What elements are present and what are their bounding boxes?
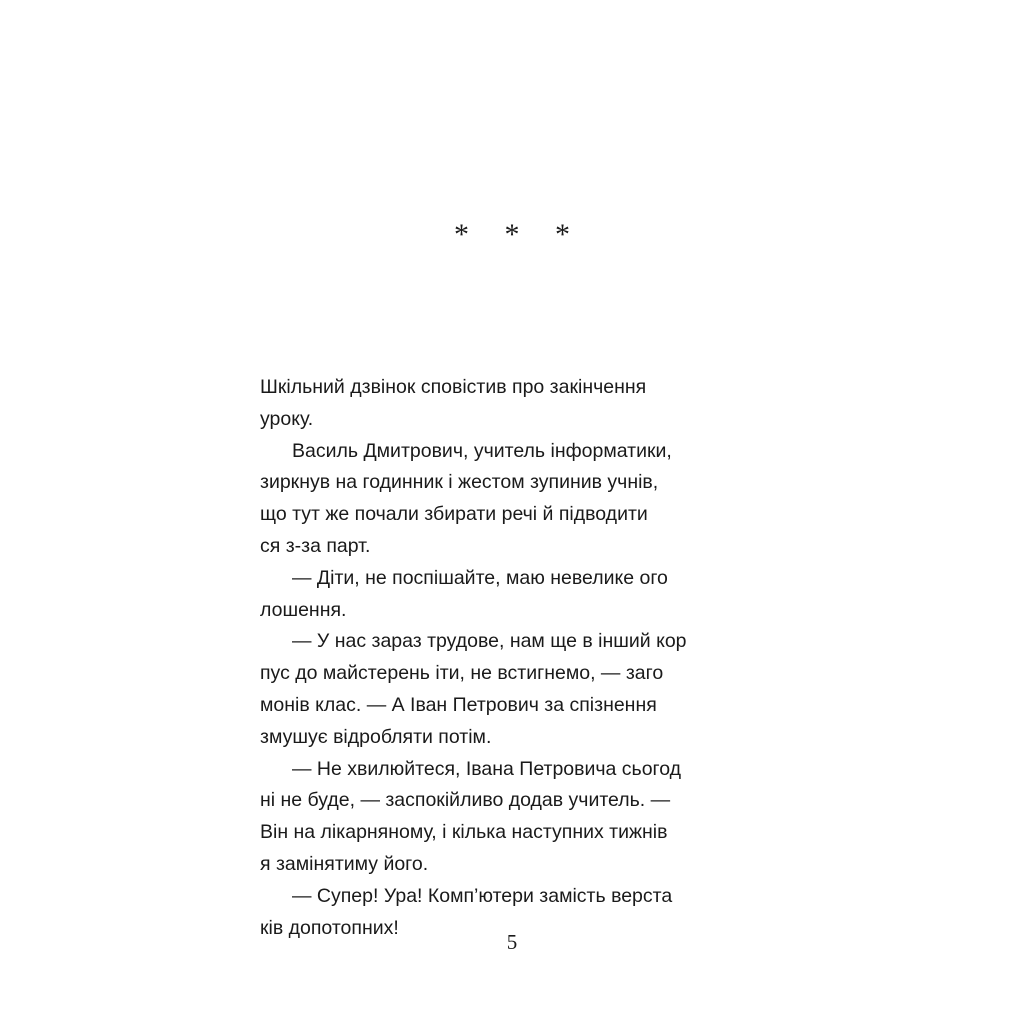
text-line: що тут же почали збирати речі й підводити	[260, 503, 648, 526]
text-line: — Не хвилюйтеся, Івана Петровича сьогод	[292, 757, 682, 780]
text-line: я замінятиму його.	[260, 852, 429, 875]
text-line: — У нас зараз трудове, нам ще в інший кор	[292, 630, 687, 653]
text-line: змушує відробляти потім.	[260, 725, 492, 748]
text-line: — Діти, не поспішайте, маю невелике ого	[292, 566, 668, 589]
text-line: зиркнув на годинник і жестом зупинив учнів,	[260, 471, 659, 494]
text-line: Василь Дмитрович, учитель інформатики,	[292, 439, 672, 462]
section-separator: * * *	[454, 218, 584, 251]
text-line: Він на лікарняному, і кілька наступних тижнів	[260, 821, 668, 844]
text-line: — Супер! Ура! Комп’ютери замість верста	[292, 884, 673, 907]
text-line: Шкільний дзвінок сповістив про закінчення	[260, 376, 647, 398]
text-line: ся з-за парт.	[260, 534, 371, 557]
text-line: ків допотопних!	[260, 916, 399, 939]
text-line: уроку.	[260, 407, 314, 430]
page-number: 5	[506, 930, 518, 954]
text-line: монів клас. — А Іван Петрович за спізнення	[260, 693, 657, 716]
text-line: пус до майстерень іти, не встигнемо, — заго	[260, 662, 664, 685]
text-line: ні не буде, — заспокійливо додав учитель. —	[260, 789, 671, 812]
text-line: лошення.	[260, 598, 347, 621]
body-text	[260, 372, 716, 944]
